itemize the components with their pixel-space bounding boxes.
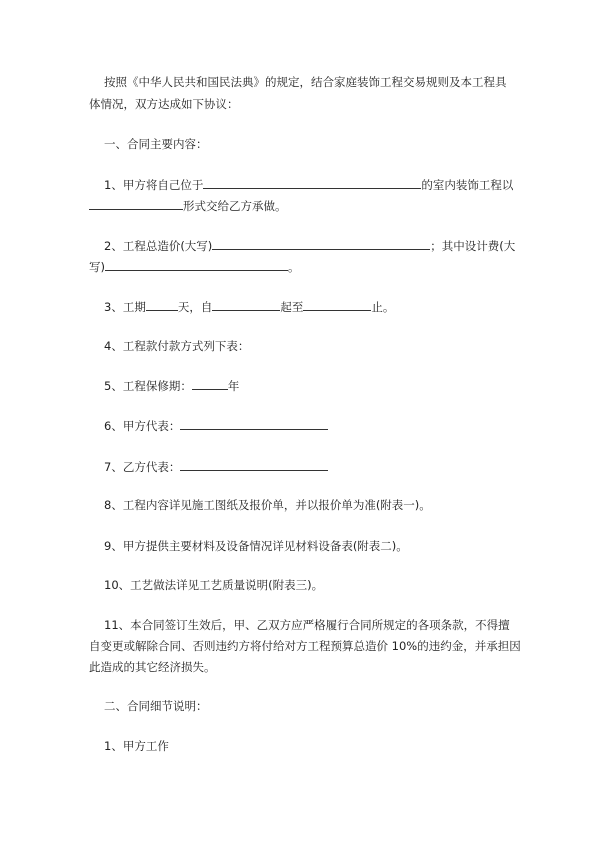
section-2-heading: 二、合同细节说明：: [104, 699, 208, 713]
item-5-text-b: 年: [227, 379, 240, 393]
item-8: 8、工程内容详见施工图纸及报价单，并以报价单为准(附表一)。: [104, 498, 431, 512]
intro-line-2: 体情况，双方达成如下协议：: [89, 97, 239, 111]
item-2-line-1: [104, 237, 515, 254]
item-6-label: 6、甲方代表：: [104, 419, 181, 433]
design-fee-blank: [105, 258, 288, 271]
party-a-rep-blank: [180, 417, 328, 430]
location-blank: [203, 176, 421, 189]
item-11-line-2: 自变更或解除合同、否则违约方将付给对方工程预算总造价 10%的违约金，并承担因: [89, 639, 521, 653]
item-3-text-d: 止。: [371, 300, 395, 314]
item-11-line-3: 此造成的其它经济损失。: [89, 660, 216, 674]
item-6-line: [104, 417, 328, 434]
intro-line-1: 按照《中华人民共和国民法典》的规定，结合家庭装饰工程交易规则及本工程具: [104, 75, 507, 89]
party-b-rep-blank: [180, 458, 328, 471]
item-1-line-2: [89, 197, 287, 214]
section-2-item-1: 1、甲方工作: [104, 739, 169, 753]
start-date-blank: [212, 298, 280, 311]
end-date-blank: [303, 298, 371, 311]
item-10: 10、工艺做法详见工艺质量说明(附表三)。: [104, 578, 324, 592]
item-9: 9、甲方提供主要材料及设备情况详见材料设备表(附表二)。: [104, 539, 408, 553]
total-price-blank: [212, 237, 430, 250]
item-2-text-b: ；其中设计费(大: [430, 239, 516, 253]
item-3-text-c: 起至: [280, 300, 304, 314]
item-1-line-1: [104, 176, 513, 193]
item-3-text-a: 3、工期: [104, 300, 146, 314]
item-3-line: [104, 298, 394, 315]
contract-form-blank: [89, 197, 183, 210]
item-2-text-c: 写): [89, 260, 105, 274]
item-5-line: [104, 377, 239, 394]
item-11-line-1: 11、本合同签订生效后，甲、乙双方应严格履行合同所规定的各项条款，不得擅: [104, 618, 510, 632]
item-4: 4、工程款付款方式列下表：: [104, 339, 250, 353]
section-1-heading: 一、合同主要内容：: [104, 137, 208, 151]
duration-days-blank: [146, 298, 178, 311]
item-1-text-b: 的室内装饰工程以: [421, 178, 514, 192]
item-2-text-d: 。: [288, 260, 300, 274]
item-3-text-b: 天，自: [177, 300, 213, 314]
item-7-line: [104, 458, 328, 475]
item-1-text-c: 形式交给乙方承做。: [183, 199, 287, 213]
warranty-blank: [192, 377, 228, 390]
item-1-text-a: 1、甲方将自己位于: [104, 178, 204, 192]
item-5-text-a: 5、工程保修期：: [104, 379, 192, 393]
item-2-line-2: [89, 258, 300, 275]
item-2-text-a: 2、工程总造价(大写): [104, 239, 213, 253]
item-7-label: 7、乙方代表：: [104, 460, 181, 474]
